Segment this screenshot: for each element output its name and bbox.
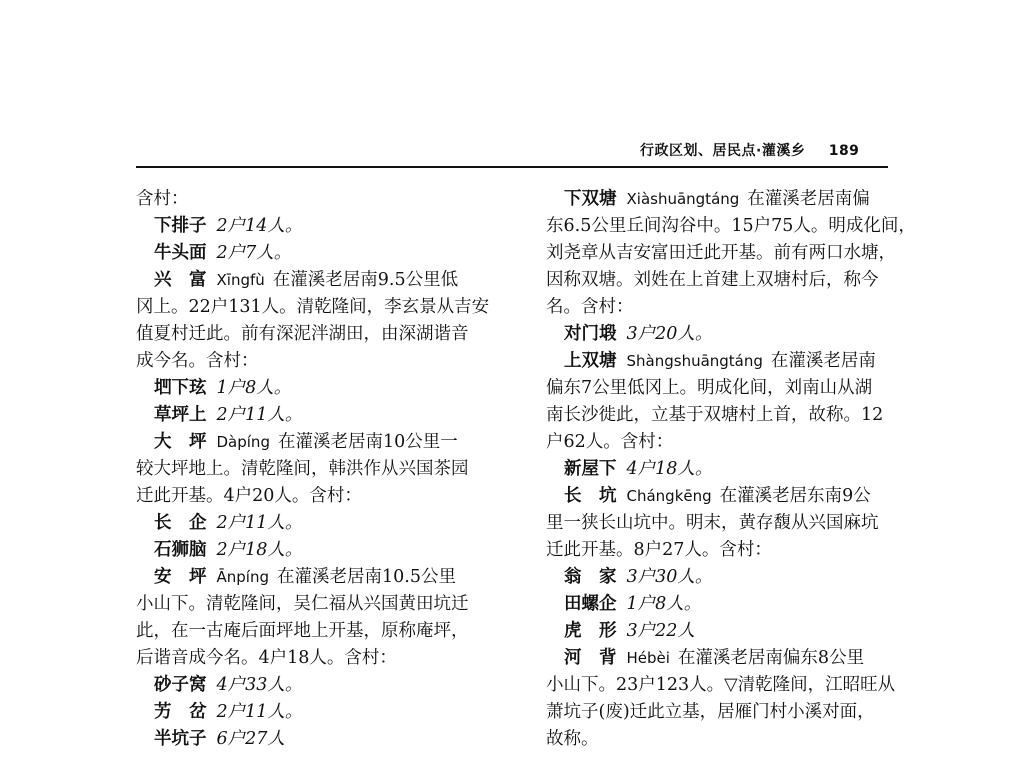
village-name: 对门塅 bbox=[564, 324, 617, 344]
place-name: 安 坪 bbox=[154, 567, 207, 587]
entry-text: 在灌溪老居南10公里一 bbox=[277, 432, 458, 452]
household-count: 2户11人。 bbox=[216, 405, 303, 425]
sub-village-line bbox=[136, 672, 508, 699]
text-line: 南长沙徙此，立基于双塘村上首，故称。12 bbox=[546, 405, 884, 425]
sub-village-line bbox=[136, 402, 508, 429]
sub-village-line bbox=[136, 726, 508, 753]
sub-village-line bbox=[136, 240, 508, 267]
village-name: 田螺企 bbox=[564, 594, 617, 614]
village-name: 新屋下 bbox=[564, 459, 617, 479]
household-count: 2户11人。 bbox=[216, 513, 303, 533]
entry-heading-line bbox=[546, 186, 920, 213]
header-rule bbox=[136, 166, 888, 168]
entry-text: 在灌溪老居南9.5公里低 bbox=[272, 270, 459, 290]
page-number: 189 bbox=[828, 143, 860, 159]
village-name: 虎 形 bbox=[564, 621, 617, 641]
text-line: 含村： bbox=[136, 189, 189, 209]
text-line: 成今名。含村： bbox=[136, 351, 259, 371]
village-name: 半坑子 bbox=[154, 729, 207, 749]
text-line: 名。含村： bbox=[546, 297, 634, 317]
place-name: 长 坑 bbox=[564, 486, 617, 506]
sub-village-line bbox=[546, 456, 920, 483]
pinyin: Xīngfù bbox=[216, 271, 265, 289]
village-name: 砂子窝 bbox=[154, 675, 207, 695]
sub-village-line bbox=[136, 213, 508, 240]
household-count: 1户8人。 bbox=[626, 594, 702, 614]
household-count: 2户18人。 bbox=[216, 540, 303, 560]
sub-village-line bbox=[136, 699, 508, 726]
text-line: 因称双塘。刘姓在上首建上双塘村后，称今 bbox=[546, 270, 879, 290]
village-name: 下排子 bbox=[154, 216, 207, 236]
sub-village-line bbox=[546, 618, 920, 645]
sub-village-line bbox=[546, 321, 920, 348]
village-name: 石狮脑 bbox=[154, 540, 207, 560]
household-count: 2户14人。 bbox=[216, 216, 303, 236]
sub-village-line bbox=[136, 375, 508, 402]
entry-text: 在灌溪老居南10.5公里 bbox=[277, 567, 456, 587]
text-line: 故称。 bbox=[546, 729, 599, 749]
household-count: 3户20人。 bbox=[626, 324, 713, 344]
household-count: 6户27人 bbox=[216, 729, 285, 749]
household-count: 3户22人 bbox=[626, 621, 695, 641]
text-line: 迁此开基。8户27人。含村： bbox=[546, 540, 772, 560]
running-header bbox=[640, 140, 859, 160]
place-name: 大 坪 bbox=[154, 432, 207, 452]
text-line: 东6.5公里丘间沟谷中。15户75人。明成化间， bbox=[546, 216, 916, 236]
entry-heading-line bbox=[136, 564, 508, 591]
entry-heading-line bbox=[546, 483, 920, 510]
household-count: 2户11人。 bbox=[216, 702, 303, 722]
household-count: 4户33人。 bbox=[216, 675, 303, 695]
entry-text: 在灌溪老居南 bbox=[770, 351, 876, 371]
pinyin: Xiàshuāngtáng bbox=[626, 190, 740, 208]
text-line: 较大坪地上。清乾隆间，韩洪作从兴国茶园 bbox=[136, 459, 469, 479]
right-column bbox=[546, 186, 920, 753]
text-line: 小山下。清乾隆间，吴仁福从兴国黄田坑迁 bbox=[136, 594, 469, 614]
running-title: 行政区划、居民点·灌溪乡 bbox=[640, 143, 806, 159]
pinyin: Dàpíng bbox=[216, 433, 270, 451]
entry-text: 在灌溪老居南偏 bbox=[747, 189, 870, 209]
text-line: 值夏村迁此。前有深泥泮湖田，由深湖谐音 bbox=[136, 324, 469, 344]
left-column bbox=[136, 186, 508, 753]
entry-text: 在灌溪老居东南9公 bbox=[719, 486, 871, 506]
pinyin: Chángkēng bbox=[626, 487, 712, 505]
sub-village-line bbox=[546, 564, 920, 591]
entry-heading-line bbox=[136, 429, 508, 456]
household-count: 4户18人。 bbox=[626, 459, 713, 479]
village-name: 长 企 bbox=[154, 513, 207, 533]
sub-village-line bbox=[136, 537, 508, 564]
household-count: 1户8人。 bbox=[216, 378, 292, 398]
village-name: 艻 岔 bbox=[154, 702, 207, 722]
text-line: 刘尧章从吉安富田迁此开基。前有两口水塘， bbox=[546, 243, 896, 263]
village-name: 翁 家 bbox=[564, 567, 617, 587]
village-name: 草坪上 bbox=[154, 405, 207, 425]
pinyin: Shàngshuāngtáng bbox=[626, 352, 763, 370]
household-count: 2户7人。 bbox=[216, 243, 292, 263]
text-line: 户62人。含村： bbox=[546, 432, 674, 452]
household-count: 3户30人。 bbox=[626, 567, 713, 587]
place-name: 下双塘 bbox=[564, 189, 617, 209]
pinyin: Hébèi bbox=[626, 649, 670, 667]
text-line: 萧坑子(废)迁此立基，居雁门村小溪对面， bbox=[546, 702, 875, 722]
text-line: 后谐音成今名。4户18人。含村： bbox=[136, 648, 397, 668]
text-line: 迁此开基。4户20人。含村： bbox=[136, 486, 362, 506]
text-line: 小山下。23户123人。▽清乾隆间，江昭旺从 bbox=[546, 675, 896, 695]
place-name: 兴 富 bbox=[154, 270, 207, 290]
village-name: 垇下玹 bbox=[154, 378, 207, 398]
text-line: 此，在一古庵后面坪地上开基，原称庵坪， bbox=[136, 621, 469, 641]
text-line: 冈上。22户131人。清乾隆间，李玄景从吉安 bbox=[136, 297, 490, 317]
place-name: 河 背 bbox=[564, 648, 617, 668]
entry-heading-line bbox=[546, 348, 920, 375]
entry-heading-line bbox=[136, 267, 508, 294]
entry-text: 在灌溪老居南偏东8公里 bbox=[677, 648, 865, 668]
text-line: 偏东7公里低冈上。明成化间，刘南山从湖 bbox=[546, 378, 873, 398]
pinyin: Ānpíng bbox=[216, 568, 269, 586]
place-name: 上双塘 bbox=[564, 351, 617, 371]
entry-heading-line bbox=[546, 645, 920, 672]
village-name: 牛头面 bbox=[154, 243, 207, 263]
sub-village-line bbox=[136, 510, 508, 537]
text-line: 里一狭长山坑中。明末，黄存馥从兴国麻坑 bbox=[546, 513, 879, 533]
sub-village-line bbox=[546, 591, 920, 618]
